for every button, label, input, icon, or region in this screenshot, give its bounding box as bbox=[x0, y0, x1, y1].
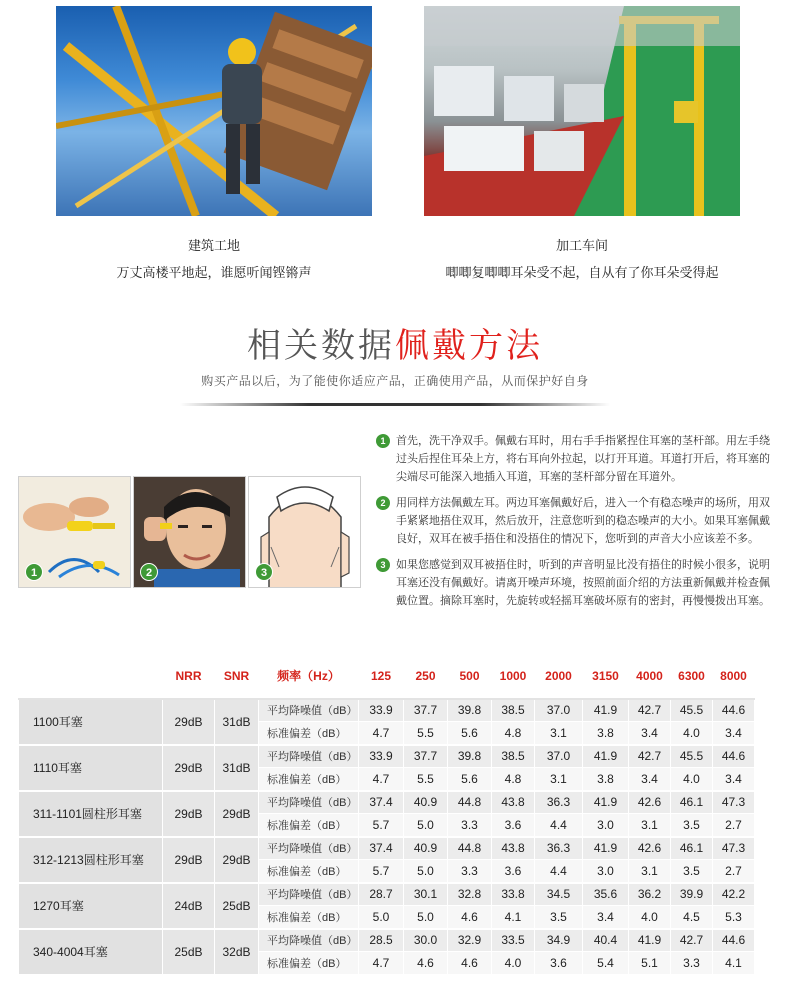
scene-subtitle-construction: 万丈高楼平地起，谁愿听闻铿锵声 bbox=[116, 266, 312, 281]
snr-value: 29dB bbox=[215, 837, 259, 883]
std-deviation-cell: 3.0 bbox=[583, 860, 629, 883]
header-frequency: 频率（Hz） bbox=[259, 654, 359, 699]
std-deviation-cell: 5.0 bbox=[359, 906, 404, 929]
table-row bbox=[19, 791, 755, 814]
std-deviation-cell: 3.4 bbox=[713, 722, 755, 745]
snr-value: 32dB bbox=[215, 929, 259, 975]
std-deviation-cell: 3.5 bbox=[535, 906, 583, 929]
std-deviation-cell: 4.8 bbox=[492, 768, 535, 791]
header-freq: 1000 bbox=[492, 654, 535, 699]
std-deviation-cell: 2.7 bbox=[713, 814, 755, 837]
metric-label-std: 标准偏差（dB） bbox=[259, 768, 359, 791]
factory-workshop-photo bbox=[424, 6, 740, 216]
workshop-illustration bbox=[424, 6, 740, 216]
std-deviation-cell: 5.5 bbox=[404, 722, 448, 745]
construction-site-photo bbox=[56, 6, 372, 216]
std-deviation-cell: 4.8 bbox=[492, 722, 535, 745]
average-attenuation-cell: 34.5 bbox=[535, 883, 583, 906]
average-attenuation-cell: 41.9 bbox=[583, 837, 629, 860]
average-attenuation-cell: 36.3 bbox=[535, 837, 583, 860]
std-deviation-cell: 3.4 bbox=[713, 768, 755, 791]
std-deviation-cell: 4.4 bbox=[535, 860, 583, 883]
std-deviation-cell: 5.4 bbox=[583, 952, 629, 975]
average-attenuation-cell: 44.8 bbox=[448, 837, 492, 860]
scene-title-workshop: 加工车间 bbox=[555, 239, 608, 254]
std-deviation-cell: 3.6 bbox=[535, 952, 583, 975]
std-deviation-cell: 3.1 bbox=[629, 814, 671, 837]
nrr-value: 24dB bbox=[163, 883, 215, 929]
average-attenuation-cell: 40.9 bbox=[404, 791, 448, 814]
model-name: 311-1101圆柱形耳塞 bbox=[19, 791, 163, 837]
average-attenuation-cell: 42.7 bbox=[629, 699, 671, 722]
step-item bbox=[376, 494, 772, 548]
heading-plain-text: 相关数据 bbox=[247, 326, 395, 366]
std-deviation-cell: 3.4 bbox=[629, 722, 671, 745]
std-deviation-cell: 4.6 bbox=[448, 952, 492, 975]
average-attenuation-cell: 38.5 bbox=[492, 745, 535, 768]
average-attenuation-cell: 41.9 bbox=[583, 791, 629, 814]
std-deviation-cell: 3.1 bbox=[535, 722, 583, 745]
header-model bbox=[19, 654, 163, 699]
header-freq: 250 bbox=[404, 654, 448, 699]
step-image-3 bbox=[248, 476, 361, 588]
nrr-value: 29dB bbox=[163, 699, 215, 745]
construction-illustration bbox=[56, 6, 372, 216]
nrr-value: 25dB bbox=[163, 929, 215, 975]
model-name: 1270耳塞 bbox=[19, 883, 163, 929]
average-attenuation-cell: 45.5 bbox=[671, 745, 713, 768]
nrr-value: 29dB bbox=[163, 837, 215, 883]
average-attenuation-cell: 30.1 bbox=[404, 883, 448, 906]
std-deviation-cell: 5.6 bbox=[448, 768, 492, 791]
scene-title-construction: 建筑工地 bbox=[187, 239, 240, 254]
std-deviation-cell: 5.0 bbox=[404, 814, 448, 837]
average-attenuation-cell: 32.9 bbox=[448, 929, 492, 952]
std-deviation-cell: 3.0 bbox=[583, 814, 629, 837]
step-number-icon: 3 bbox=[376, 558, 390, 572]
snr-value: 31dB bbox=[215, 699, 259, 745]
std-deviation-cell: 4.6 bbox=[448, 906, 492, 929]
header-freq: 500 bbox=[448, 654, 492, 699]
average-attenuation-cell: 43.8 bbox=[492, 791, 535, 814]
header-nrr: NRR bbox=[163, 654, 215, 699]
average-attenuation-cell: 37.0 bbox=[535, 699, 583, 722]
average-attenuation-cell: 43.8 bbox=[492, 837, 535, 860]
header-snr: SNR bbox=[215, 654, 259, 699]
std-deviation-cell: 3.4 bbox=[583, 906, 629, 929]
std-deviation-cell: 3.6 bbox=[492, 814, 535, 837]
table-body bbox=[19, 699, 755, 975]
average-attenuation-cell: 28.5 bbox=[359, 929, 404, 952]
step-text: 如果您感觉到双耳被捂住时，听到的声音明显比没有捂住的时候小很多，说明耳塞还没有佩戴好。请离开噪声环境，按照前面介绍的方法重新佩戴并检查佩戴位置。摘除耳塞时，先旋转或轻摇耳塞破坏原有的密封，再慢慢拨出耳塞。 bbox=[396, 558, 770, 607]
table-row bbox=[19, 837, 755, 860]
average-attenuation-cell: 44.6 bbox=[713, 699, 755, 722]
metric-label-average: 平均降噪值（dB） bbox=[259, 745, 359, 768]
header-freq: 4000 bbox=[629, 654, 671, 699]
snr-value: 25dB bbox=[215, 883, 259, 929]
std-deviation-cell: 5.0 bbox=[404, 906, 448, 929]
section-subheading: 购买产品以后，为了能使你适应产品，正确使用产品，从而保护好自身 bbox=[201, 374, 589, 388]
section-heading bbox=[0, 318, 790, 367]
header-freq: 6300 bbox=[671, 654, 713, 699]
average-attenuation-cell: 46.1 bbox=[671, 837, 713, 860]
section-divider bbox=[180, 403, 610, 406]
step-item bbox=[376, 556, 772, 610]
nrr-value: 29dB bbox=[163, 745, 215, 791]
snr-value: 29dB bbox=[215, 791, 259, 837]
average-attenuation-cell: 33.9 bbox=[359, 745, 404, 768]
std-deviation-cell: 5.6 bbox=[448, 722, 492, 745]
std-deviation-cell: 5.1 bbox=[629, 952, 671, 975]
step-number-icon: 2 bbox=[376, 496, 390, 510]
std-deviation-cell: 4.0 bbox=[492, 952, 535, 975]
std-deviation-cell: 3.3 bbox=[671, 952, 713, 975]
metric-label-std: 标准偏差（dB） bbox=[259, 906, 359, 929]
table-row bbox=[19, 699, 755, 722]
step-item bbox=[376, 432, 772, 486]
std-deviation-cell: 4.0 bbox=[671, 722, 713, 745]
std-deviation-cell: 3.8 bbox=[583, 722, 629, 745]
average-attenuation-cell: 37.4 bbox=[359, 791, 404, 814]
step-text: 首先，洗干净双手。佩戴右耳时，用右手手指紧捏住耳塞的茎杆部。用左手绕过头后捏住耳朵上方，将右耳向外拉起，以打开耳道。耳道打开后，将耳塞的尖端尽可能深入地插入耳道，耳塞的茎杆部分留在耳道外。 bbox=[396, 434, 770, 483]
std-deviation-cell: 4.0 bbox=[671, 768, 713, 791]
step-text: 用同样方法佩戴左耳。两边耳塞佩戴好后，进入一个有稳态噪声的场所，用双手紧紧地捂住双耳，然后放开，注意您听到的稳态噪声的大小。如果耳塞佩戴良好，双耳在被手捂住和没捂住的情况下，您听到的声音大小应该差不多。 bbox=[396, 496, 770, 545]
std-deviation-cell: 4.4 bbox=[535, 814, 583, 837]
std-deviation-cell: 3.5 bbox=[671, 860, 713, 883]
header-freq: 3150 bbox=[583, 654, 629, 699]
metric-label-average: 平均降噪值（dB） bbox=[259, 929, 359, 952]
model-name: 312-1213圆柱形耳塞 bbox=[19, 837, 163, 883]
std-deviation-cell: 3.4 bbox=[629, 768, 671, 791]
average-attenuation-cell: 37.7 bbox=[404, 745, 448, 768]
std-deviation-cell: 4.5 bbox=[671, 906, 713, 929]
metric-label-average: 平均降噪值（dB） bbox=[259, 699, 359, 722]
average-attenuation-cell: 44.6 bbox=[713, 745, 755, 768]
average-attenuation-cell: 39.8 bbox=[448, 699, 492, 722]
std-deviation-cell: 5.5 bbox=[404, 768, 448, 791]
average-attenuation-cell: 37.4 bbox=[359, 837, 404, 860]
average-attenuation-cell: 47.3 bbox=[713, 791, 755, 814]
scene-subtitle-workshop: 唧唧复唧唧耳朵受不起，自从有了你耳朵受得起 bbox=[445, 266, 719, 281]
std-deviation-cell: 4.6 bbox=[404, 952, 448, 975]
header-freq: 8000 bbox=[713, 654, 755, 699]
average-attenuation-cell: 33.5 bbox=[492, 929, 535, 952]
step-image-1 bbox=[18, 476, 131, 588]
std-deviation-cell: 5.7 bbox=[359, 860, 404, 883]
average-attenuation-cell: 39.9 bbox=[671, 883, 713, 906]
average-attenuation-cell: 34.9 bbox=[535, 929, 583, 952]
average-attenuation-cell: 33.9 bbox=[359, 699, 404, 722]
snr-value: 31dB bbox=[215, 745, 259, 791]
std-deviation-cell: 4.7 bbox=[359, 952, 404, 975]
std-deviation-cell: 3.5 bbox=[671, 814, 713, 837]
average-attenuation-cell: 35.6 bbox=[583, 883, 629, 906]
average-attenuation-cell: 38.5 bbox=[492, 699, 535, 722]
average-attenuation-cell: 42.6 bbox=[629, 791, 671, 814]
attenuation-table bbox=[18, 653, 755, 975]
table-row bbox=[19, 745, 755, 768]
step-badge-3: 3 bbox=[255, 563, 273, 581]
step-image-2 bbox=[133, 476, 246, 588]
std-deviation-cell: 5.7 bbox=[359, 814, 404, 837]
average-attenuation-cell: 36.2 bbox=[629, 883, 671, 906]
average-attenuation-cell: 42.7 bbox=[671, 929, 713, 952]
step-badge-2: 2 bbox=[140, 563, 158, 581]
average-attenuation-cell: 40.9 bbox=[404, 837, 448, 860]
std-deviation-cell: 4.7 bbox=[359, 768, 404, 791]
average-attenuation-cell: 36.3 bbox=[535, 791, 583, 814]
average-attenuation-cell: 42.6 bbox=[629, 837, 671, 860]
metric-label-std: 标准偏差（dB） bbox=[259, 860, 359, 883]
average-attenuation-cell: 30.0 bbox=[404, 929, 448, 952]
average-attenuation-cell: 42.2 bbox=[713, 883, 755, 906]
average-attenuation-cell: 37.0 bbox=[535, 745, 583, 768]
metric-label-average: 平均降噪值（dB） bbox=[259, 883, 359, 906]
average-attenuation-cell: 41.9 bbox=[583, 745, 629, 768]
average-attenuation-cell: 46.1 bbox=[671, 791, 713, 814]
header-freq: 125 bbox=[359, 654, 404, 699]
average-attenuation-cell: 44.6 bbox=[713, 929, 755, 952]
std-deviation-cell: 3.6 bbox=[492, 860, 535, 883]
model-name: 1110耳塞 bbox=[19, 745, 163, 791]
step-badge-1: 1 bbox=[25, 563, 43, 581]
std-deviation-cell: 3.1 bbox=[629, 860, 671, 883]
metric-label-average: 平均降噪值（dB） bbox=[259, 791, 359, 814]
wearing-steps bbox=[376, 432, 772, 618]
nrr-value: 29dB bbox=[163, 791, 215, 837]
std-deviation-cell: 4.7 bbox=[359, 722, 404, 745]
heading-red-text: 佩戴方法 bbox=[395, 326, 543, 366]
std-deviation-cell: 5.3 bbox=[713, 906, 755, 929]
average-attenuation-cell: 41.9 bbox=[583, 699, 629, 722]
std-deviation-cell: 3.1 bbox=[535, 768, 583, 791]
model-name: 340-4004耳塞 bbox=[19, 929, 163, 975]
average-attenuation-cell: 41.9 bbox=[629, 929, 671, 952]
std-deviation-cell: 4.1 bbox=[492, 906, 535, 929]
model-name: 1100耳塞 bbox=[19, 699, 163, 745]
table-row bbox=[19, 929, 755, 952]
table-row bbox=[19, 883, 755, 906]
average-attenuation-cell: 40.4 bbox=[583, 929, 629, 952]
average-attenuation-cell: 32.8 bbox=[448, 883, 492, 906]
std-deviation-cell: 3.3 bbox=[448, 814, 492, 837]
average-attenuation-cell: 45.5 bbox=[671, 699, 713, 722]
metric-label-average: 平均降噪值（dB） bbox=[259, 837, 359, 860]
table-header-row bbox=[19, 654, 755, 699]
average-attenuation-cell: 28.7 bbox=[359, 883, 404, 906]
step-number-icon: 1 bbox=[376, 434, 390, 448]
average-attenuation-cell: 33.8 bbox=[492, 883, 535, 906]
header-freq: 2000 bbox=[535, 654, 583, 699]
average-attenuation-cell: 39.8 bbox=[448, 745, 492, 768]
average-attenuation-cell: 44.8 bbox=[448, 791, 492, 814]
average-attenuation-cell: 42.7 bbox=[629, 745, 671, 768]
metric-label-std: 标准偏差（dB） bbox=[259, 952, 359, 975]
std-deviation-cell: 3.3 bbox=[448, 860, 492, 883]
std-deviation-cell: 2.7 bbox=[713, 860, 755, 883]
std-deviation-cell: 3.8 bbox=[583, 768, 629, 791]
average-attenuation-cell: 47.3 bbox=[713, 837, 755, 860]
std-deviation-cell: 5.0 bbox=[404, 860, 448, 883]
metric-label-std: 标准偏差（dB） bbox=[259, 814, 359, 837]
std-deviation-cell: 4.1 bbox=[713, 952, 755, 975]
std-deviation-cell: 4.0 bbox=[629, 906, 671, 929]
metric-label-std: 标准偏差（dB） bbox=[259, 722, 359, 745]
average-attenuation-cell: 37.7 bbox=[404, 699, 448, 722]
